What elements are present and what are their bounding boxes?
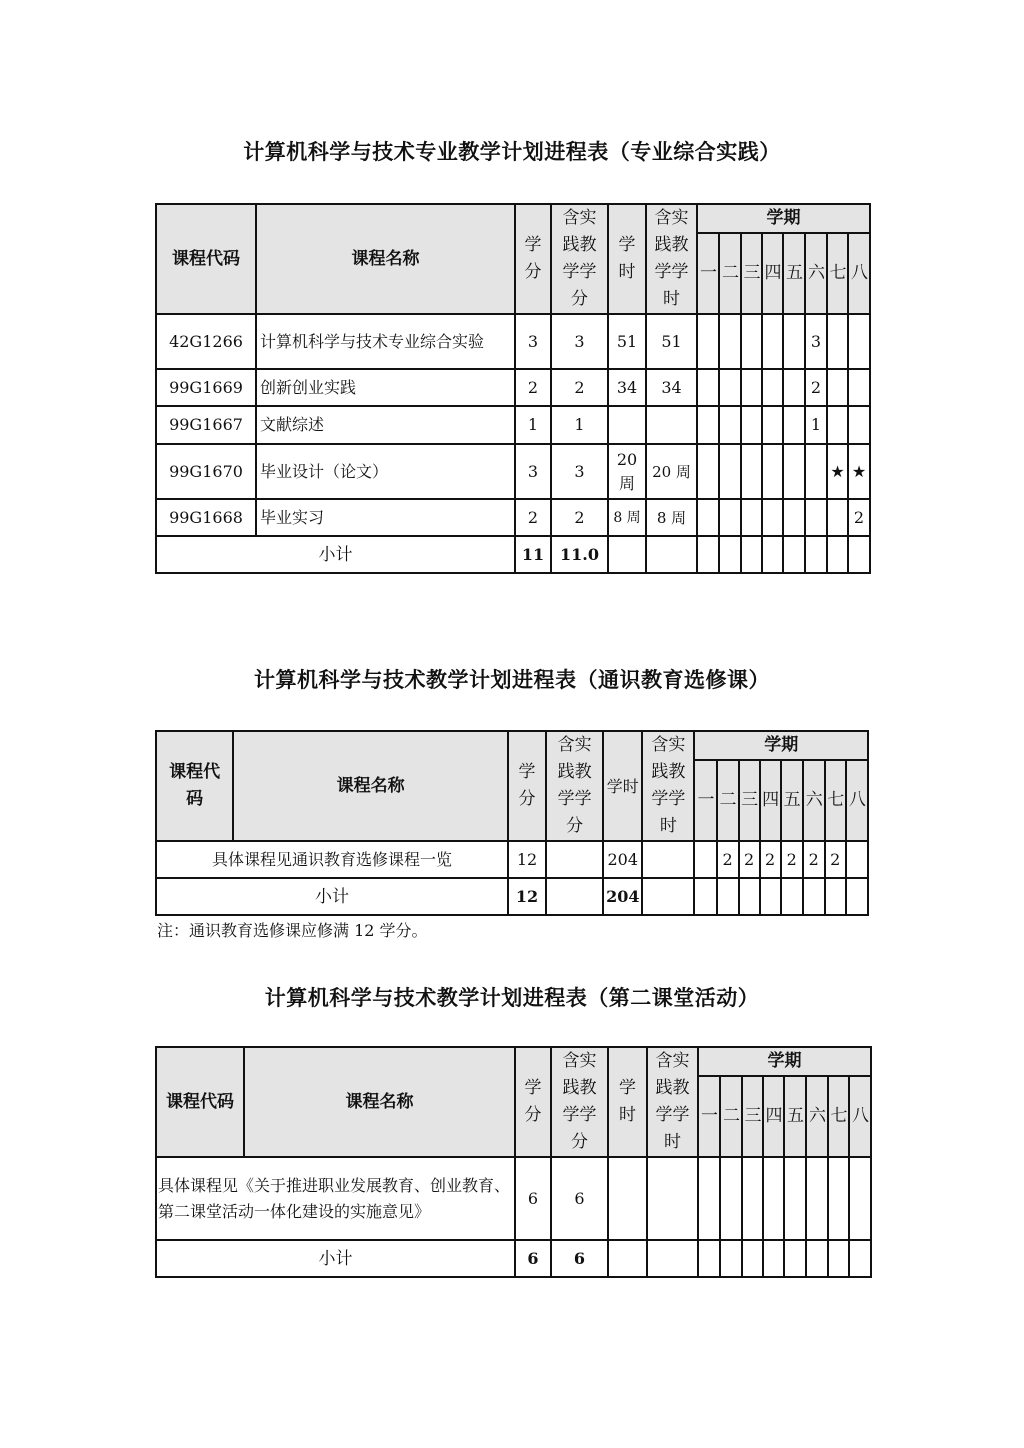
star-icon: ★ <box>827 444 848 499</box>
subtotal-practice-hours <box>646 536 697 573</box>
header-course-code: 课程代码 <box>156 731 233 841</box>
semester-cell <box>805 499 827 536</box>
table-1-title: 计算机科学与技术专业教学计划进程表（专业综合实践） <box>243 140 781 164</box>
header-credits: 学分 <box>508 731 546 841</box>
semester-cell <box>741 536 762 573</box>
semester-cell <box>827 499 848 536</box>
semester-cell <box>719 406 741 444</box>
header-semester-2: 二 <box>719 233 741 314</box>
practice-hours: 8 周 <box>646 499 697 536</box>
semester-cell <box>783 314 805 369</box>
semester-cell <box>697 314 719 369</box>
header-hours: 学时 <box>608 1047 647 1157</box>
table-general-electives <box>155 730 869 916</box>
header-semester-3: 三 <box>742 1076 763 1157</box>
semester-cell <box>697 406 719 444</box>
semester-cell <box>763 1157 784 1240</box>
practice-credits: 1 <box>551 406 608 444</box>
table-row <box>156 314 870 369</box>
hours: 204 <box>603 841 642 878</box>
header-semester-group: 学期 <box>697 204 870 233</box>
header-semester-8: 八 <box>848 233 870 314</box>
practice-credits: 3 <box>551 314 608 369</box>
subtotal-label: 小计 <box>156 536 515 573</box>
subtotal-practice-hours <box>647 1240 698 1277</box>
semester-cell <box>741 499 762 536</box>
header-semester-7: 七 <box>828 1076 849 1157</box>
semester-cell <box>828 1240 849 1277</box>
semester-cell: 2 <box>803 841 825 878</box>
subtotal-credits: 6 <box>515 1240 551 1277</box>
semester-cell <box>849 1240 871 1277</box>
semester-cell <box>762 314 783 369</box>
semester-cell <box>784 1157 806 1240</box>
header-semester-3: 三 <box>741 233 762 314</box>
course-code: 99G1668 <box>156 499 256 536</box>
semester-cell <box>846 841 868 878</box>
semester-cell <box>717 878 739 915</box>
semester-cell <box>719 499 741 536</box>
credits: 3 <box>515 444 551 499</box>
hours: 8 周 <box>608 499 646 536</box>
header-semester-2: 二 <box>720 1076 742 1157</box>
header-practice-credits: 含实践教学学分 <box>546 731 603 841</box>
semester-cell <box>848 536 870 573</box>
credits: 2 <box>515 369 551 406</box>
semester-cell <box>694 878 716 915</box>
header-semester-4: 四 <box>760 760 781 841</box>
subtotal-row <box>156 878 868 915</box>
hours <box>608 406 646 444</box>
semester-cell <box>806 1157 828 1240</box>
course-name: 创新创业实践 <box>256 369 515 406</box>
header-semester-6: 六 <box>805 233 827 314</box>
table-row <box>156 841 868 878</box>
subtotal-label: 小计 <box>156 878 508 915</box>
semester-cell: 2 <box>805 369 827 406</box>
semester-cell <box>697 499 719 536</box>
header-practice-hours: 含实践教学学时 <box>647 1047 698 1157</box>
semester-cell: 2 <box>717 841 739 878</box>
header-practice-credits: 含实践教学学分 <box>551 204 608 314</box>
header-semester-8: 八 <box>846 760 868 841</box>
semester-cell: 2 <box>848 499 870 536</box>
semester-cell <box>781 878 803 915</box>
practice-hours: 51 <box>646 314 697 369</box>
semester-cell <box>697 536 719 573</box>
practice-hours: 20 周 <box>646 444 697 499</box>
header-semester-group: 学期 <box>694 731 868 760</box>
course-code: 42G1266 <box>156 314 256 369</box>
practice-hours <box>646 406 697 444</box>
credits: 2 <box>515 499 551 536</box>
header-semester-1: 一 <box>698 1076 720 1157</box>
table-professional-practice <box>155 203 871 574</box>
semester-cell <box>698 1240 720 1277</box>
semester-cell <box>827 406 848 444</box>
semester-cell <box>719 536 741 573</box>
subtotal-practice-credits: 11.0 <box>551 536 608 573</box>
semester-cell <box>783 369 805 406</box>
practice-hours: 34 <box>646 369 697 406</box>
table-row <box>156 444 870 499</box>
semester-cell: 1 <box>805 406 827 444</box>
semester-cell <box>720 1240 742 1277</box>
hours: 20周 <box>608 444 646 499</box>
table-row <box>156 406 870 444</box>
semester-cell <box>762 406 783 444</box>
semester-cell <box>741 444 762 499</box>
table-2-title: 计算机科学与技术教学计划进程表（通识教育选修课） <box>254 668 770 692</box>
practice-credits: 6 <box>551 1157 608 1240</box>
header-semester-4: 四 <box>763 1076 784 1157</box>
semester-cell <box>849 1157 871 1240</box>
semester-cell <box>783 536 805 573</box>
semester-cell: 3 <box>805 314 827 369</box>
hours <box>608 1157 647 1240</box>
semester-cell <box>806 1240 828 1277</box>
semester-cell <box>848 406 870 444</box>
subtotal-credits: 12 <box>508 878 546 915</box>
subtotal-practice-credits: 6 <box>551 1240 608 1277</box>
semester-cell <box>697 444 719 499</box>
semester-cell <box>760 878 781 915</box>
header-course-code: 课程代码 <box>156 204 256 314</box>
course-code: 99G1667 <box>156 406 256 444</box>
semester-cell <box>741 369 762 406</box>
semester-cell <box>784 1240 806 1277</box>
header-semester-8: 八 <box>849 1076 871 1157</box>
course-name: 具体课程见通识教育选修课程一览 <box>156 841 508 878</box>
credits: 3 <box>515 314 551 369</box>
header-hours: 学时 <box>608 204 646 314</box>
table-2-note: 注：通识教育选修课应修满 12 学分。 <box>157 921 428 940</box>
header-practice-hours: 含实践教学学时 <box>642 731 694 841</box>
semester-cell <box>762 499 783 536</box>
header-practice-hours: 含实践教学学时 <box>646 204 697 314</box>
practice-credits: 3 <box>551 444 608 499</box>
practice-credits <box>546 841 603 878</box>
subtotal-hours <box>608 1240 647 1277</box>
course-code: 99G1669 <box>156 369 256 406</box>
semester-cell <box>742 1157 763 1240</box>
practice-credits: 2 <box>551 369 608 406</box>
semester-cell <box>783 406 805 444</box>
header-hours: 学时 <box>603 731 642 841</box>
header-semester-1: 一 <box>694 760 716 841</box>
practice-credits: 2 <box>551 499 608 536</box>
semester-cell <box>827 314 848 369</box>
semester-cell <box>848 314 870 369</box>
semester-cell: 2 <box>781 841 803 878</box>
semester-cell <box>720 1157 742 1240</box>
subtotal-hours <box>608 536 646 573</box>
header-semester-5: 五 <box>781 760 803 841</box>
hours: 51 <box>608 314 646 369</box>
course-name: 毕业实习 <box>256 499 515 536</box>
semester-cell <box>783 444 805 499</box>
header-semester-7: 七 <box>825 760 846 841</box>
header-credits: 学分 <box>515 1047 551 1157</box>
header-course-name: 课程名称 <box>233 731 508 841</box>
semester-cell <box>719 314 741 369</box>
star-icon: ★ <box>848 444 870 499</box>
semester-cell <box>846 878 868 915</box>
semester-cell <box>763 1240 784 1277</box>
semester-cell <box>694 841 716 878</box>
header-semester-6: 六 <box>803 760 825 841</box>
table-second-classroom <box>155 1046 872 1278</box>
subtotal-practice-credits <box>546 878 603 915</box>
semester-cell: 2 <box>825 841 846 878</box>
semester-cell <box>805 444 827 499</box>
semester-cell: 2 <box>760 841 781 878</box>
table-row <box>156 1157 871 1240</box>
subtotal-label: 小计 <box>156 1240 515 1277</box>
semester-cell <box>825 878 846 915</box>
semester-cell <box>697 369 719 406</box>
course-name: 具体课程见《关于推进职业发展教育、创业教育、第二课堂活动一体化建设的实施意见》 <box>156 1157 515 1240</box>
semester-cell <box>805 536 827 573</box>
header-semester-3: 三 <box>739 760 760 841</box>
header-course-code: 课程代码 <box>156 1047 244 1157</box>
course-name: 文献综述 <box>256 406 515 444</box>
semester-cell <box>762 369 783 406</box>
semester-cell <box>741 406 762 444</box>
subtotal-row <box>156 1240 871 1277</box>
semester-cell <box>741 314 762 369</box>
semester-cell <box>739 878 760 915</box>
practice-hours <box>642 841 694 878</box>
semester-cell <box>848 369 870 406</box>
table-3-title: 计算机科学与技术教学计划进程表（第二课堂活动） <box>264 986 760 1010</box>
semester-cell <box>719 369 741 406</box>
header-semester-6: 六 <box>806 1076 828 1157</box>
subtotal-practice-hours <box>642 878 694 915</box>
header-semester-group: 学期 <box>698 1047 871 1076</box>
semester-cell <box>827 536 848 573</box>
header-course-name: 课程名称 <box>244 1047 515 1157</box>
semester-cell <box>762 444 783 499</box>
subtotal-hours: 204 <box>603 878 642 915</box>
credits: 12 <box>508 841 546 878</box>
table-row <box>156 369 870 406</box>
header-semester-2: 二 <box>717 760 739 841</box>
credits: 1 <box>515 406 551 444</box>
semester-cell <box>762 536 783 573</box>
header-semester-5: 五 <box>784 1076 806 1157</box>
header-semester-4: 四 <box>762 233 783 314</box>
course-name: 毕业设计（论文） <box>256 444 515 499</box>
course-name: 计算机科学与技术专业综合实验 <box>256 314 515 369</box>
semester-cell <box>698 1157 720 1240</box>
header-practice-credits: 含实践教学学分 <box>551 1047 608 1157</box>
practice-hours <box>647 1157 698 1240</box>
course-code: 99G1670 <box>156 444 256 499</box>
semester-cell <box>828 1157 849 1240</box>
header-semester-5: 五 <box>783 233 805 314</box>
header-credits: 学分 <box>515 204 551 314</box>
table-row <box>156 499 870 536</box>
subtotal-row <box>156 536 870 573</box>
header-course-name: 课程名称 <box>256 204 515 314</box>
semester-cell <box>783 499 805 536</box>
semester-cell <box>803 878 825 915</box>
semester-cell <box>742 1240 763 1277</box>
header-semester-1: 一 <box>697 233 719 314</box>
hours: 34 <box>608 369 646 406</box>
semester-cell: 2 <box>739 841 760 878</box>
credits: 6 <box>515 1157 551 1240</box>
header-semester-7: 七 <box>827 233 848 314</box>
semester-cell <box>719 444 741 499</box>
semester-cell <box>827 369 848 406</box>
subtotal-credits: 11 <box>515 536 551 573</box>
